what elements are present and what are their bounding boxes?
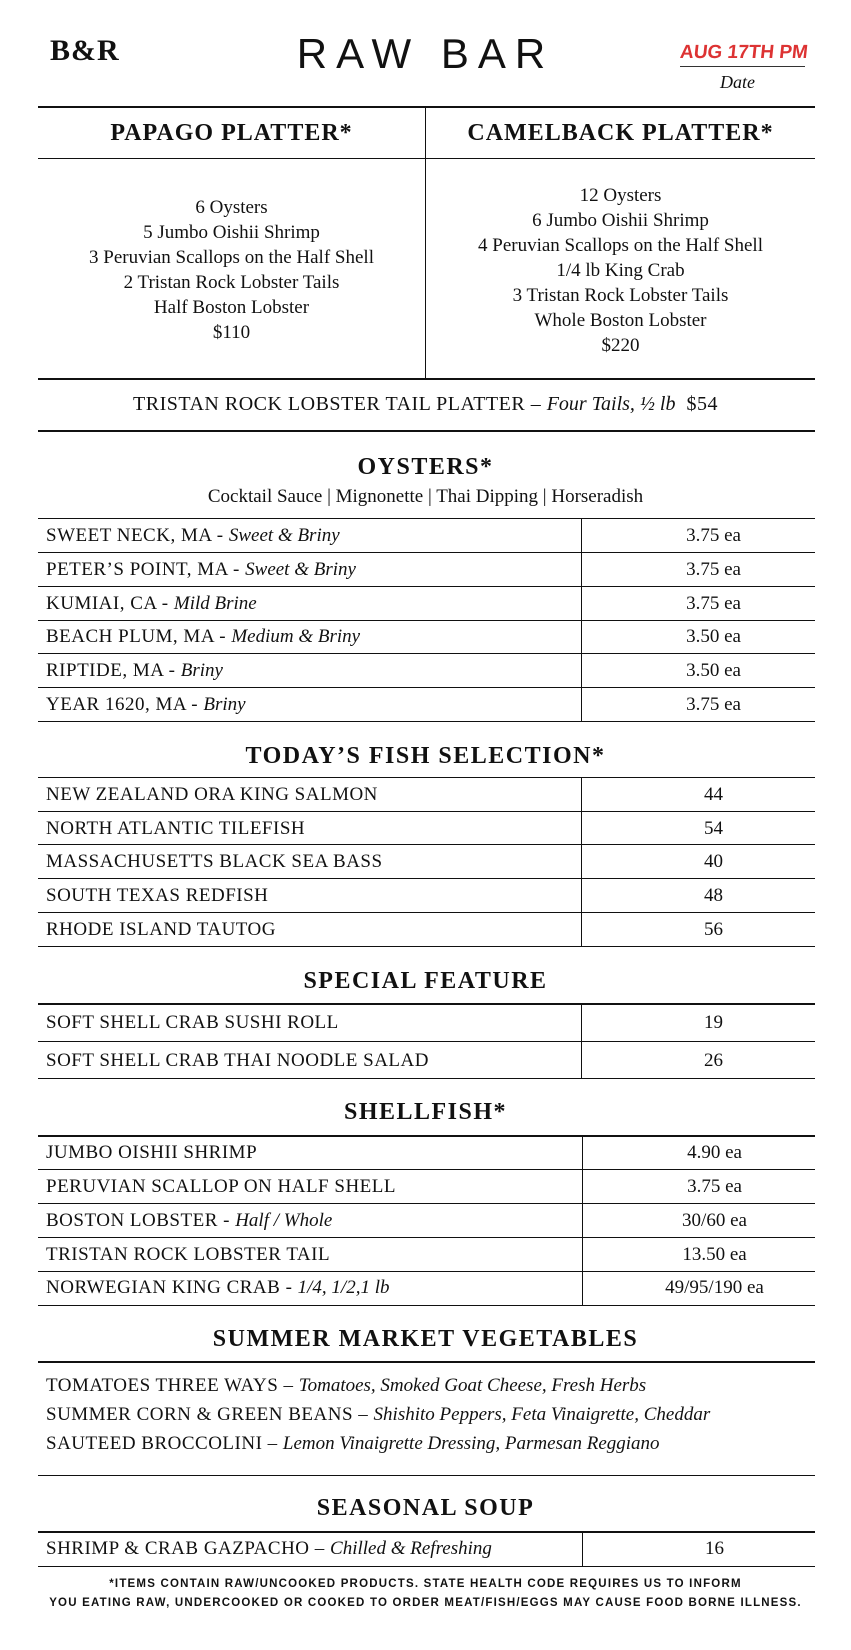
list-item: SWEET NECK, MA - Sweet & Briny — [46, 525, 340, 546]
item-price: 4.90 ea — [687, 1142, 742, 1163]
item-price: 48 — [704, 885, 723, 906]
item-price: 3.75 ea — [686, 593, 741, 614]
list-item: SOFT SHELL CRAB THAI NOODLE SALAD — [46, 1050, 429, 1071]
list-item: SUMMER CORN & GREEN BEANS – Shishito Peppers, Feta Vinaigrette, Cheddar — [46, 1404, 711, 1425]
papago-platter-title: PAPAGO PLATTER* — [110, 120, 353, 146]
oysters-sauces: Cocktail Sauce | Mignonette | Thai Dipping | Horseradish — [207, 486, 644, 507]
footer-line: YOU EATING RAW, UNDERCOOKED OR COOKED TO ORDER MEAT/FISH/EGGS MAY CAUSE FOOD BORNE ILLNESS. — [49, 1597, 802, 1609]
special-title: SPECIAL FEATURE — [303, 968, 548, 994]
item-price: 3.75 ea — [686, 559, 741, 580]
fish-title: TODAY’S FISH SELECTION* — [245, 743, 606, 769]
platter-item: 3 Tristan Rock Lobster Tails — [512, 285, 729, 306]
list-item: KUMIAI, CA - Mild Brine — [46, 593, 257, 614]
list-item: PETER’S POINT, MA - Sweet & Briny — [46, 559, 356, 580]
list-item: NORWEGIAN KING CRAB - 1/4, 1/2,1 lb — [46, 1277, 390, 1298]
list-item: PERUVIAN SCALLOP ON HALF SHELL — [46, 1176, 396, 1197]
shellfish-title: SHELLFISH* — [343, 1099, 508, 1125]
divider — [38, 378, 815, 380]
tail-platter-price: $54 — [686, 393, 718, 415]
item-price: 3.75 ea — [687, 1176, 742, 1197]
list-item: RIPTIDE, MA - Briny — [46, 660, 223, 681]
footer-line: *ITEMS CONTAIN RAW/UNCOOKED PRODUCTS. STATE HEALTH CODE REQUIRES US TO INFORM — [109, 1578, 742, 1590]
item-price: 13.50 ea — [682, 1244, 747, 1265]
item-price: 3.75 ea — [686, 694, 741, 715]
item-price: 54 — [704, 818, 723, 839]
list-item: MASSACHUSETTS BLACK SEA BASS — [46, 851, 383, 872]
tail-platter-desc: Four Tails, ½ lb — [546, 393, 676, 415]
list-item: NEW ZEALAND ORA KING SALMON — [46, 784, 378, 805]
camelback-platter-items — [426, 183, 815, 358]
platter-price: $220 — [601, 335, 640, 356]
oysters-title: OYSTERS* — [357, 454, 494, 480]
platter-item: Whole Boston Lobster — [534, 310, 707, 331]
list-item: NORTH ATLANTIC TILEFISH — [46, 818, 306, 839]
platter-item: Half Boston Lobster — [153, 297, 310, 318]
divider — [38, 106, 815, 108]
list-item: JUMBO OISHII SHRIMP — [46, 1142, 258, 1163]
page-title: RAW BAR — [296, 30, 555, 77]
platter-item: 1/4 lb King Crab — [556, 260, 685, 281]
list-item: SOFT SHELL CRAB SUSHI ROLL — [46, 1012, 339, 1033]
platter-item: 6 Oysters — [195, 197, 268, 218]
item-price: 49/95/190 ea — [665, 1277, 764, 1298]
list-item: RHODE ISLAND TAUTOG — [46, 919, 276, 940]
date-label: Date — [720, 72, 755, 92]
item-price: 3.50 ea — [686, 626, 741, 647]
item-price: 26 — [704, 1050, 723, 1071]
platter-item: 3 Peruvian Scallops on the Half Shell — [89, 247, 374, 268]
soup-title: SEASONAL SOUP — [316, 1495, 535, 1521]
date-underline — [680, 66, 805, 67]
list-item: SAUTEED BROCCOLINI – Lemon Vinaigrette Dressing, Parmesan Reggiano — [46, 1433, 660, 1454]
date-value: AUG 17TH PM — [678, 42, 809, 63]
list-item: TOMATOES THREE WAYS – Tomatoes, Smoked Goat Cheese, Fresh Herbs — [46, 1375, 647, 1396]
item-price: 19 — [704, 1012, 723, 1033]
divider — [38, 430, 815, 432]
item-price: 3.50 ea — [686, 660, 741, 681]
list-item: BEACH PLUM, MA - Medium & Briny — [46, 626, 361, 647]
item-price: 30/60 ea — [682, 1210, 747, 1231]
platter-price: $110 — [212, 322, 251, 343]
list-item: TRISTAN ROCK LOBSTER TAIL — [46, 1244, 331, 1265]
platter-item: 4 Peruvian Scallops on the Half Shell — [478, 235, 763, 256]
divider — [38, 158, 815, 159]
logo: B&R — [50, 34, 120, 67]
list-item: SOUTH TEXAS REDFISH — [46, 885, 269, 906]
item-price: 3.75 ea — [686, 525, 741, 546]
item-price: 40 — [704, 851, 723, 872]
vegetables-title: SUMMER MARKET VEGETABLES — [212, 1326, 639, 1352]
item-price: 44 — [704, 784, 723, 805]
item-price: 16 — [705, 1538, 724, 1559]
platter-item: 6 Jumbo Oishii Shrimp — [532, 210, 709, 231]
platter-item: 12 Oysters — [579, 185, 662, 206]
papago-platter-items — [38, 195, 425, 345]
list-item: YEAR 1620, MA - Briny — [46, 694, 246, 715]
list-item: SHRIMP & CRAB GAZPACHO – Chilled & Refreshing — [46, 1538, 492, 1559]
tail-platter — [0, 393, 851, 416]
list-item: BOSTON LOBSTER - Half / Whole — [46, 1210, 333, 1231]
tail-platter-name: TRISTAN ROCK LOBSTER TAIL PLATTER – — [133, 393, 542, 415]
platter-item: 2 Tristan Rock Lobster Tails — [123, 272, 340, 293]
item-price: 56 — [704, 919, 723, 940]
platter-item: 5 Jumbo Oishii Shrimp — [143, 222, 320, 243]
camelback-platter-title: CAMELBACK PLATTER* — [467, 120, 774, 146]
